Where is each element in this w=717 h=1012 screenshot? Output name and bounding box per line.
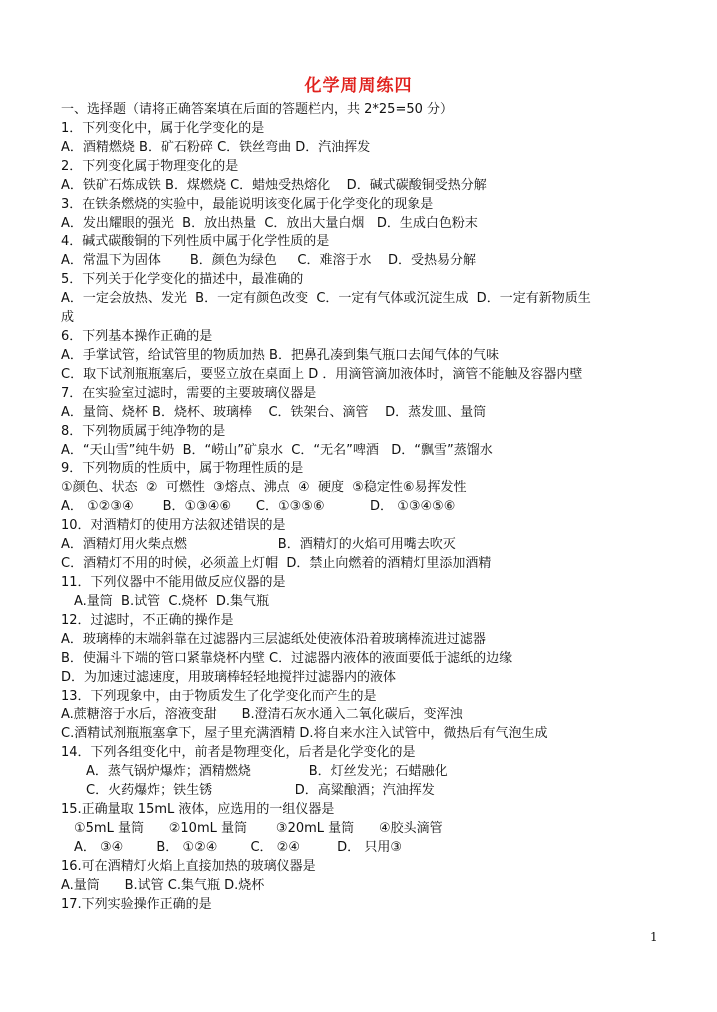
text-line: C．酒精灯不用的时候，必须盖上灯帽 D．禁止向燃着的酒精灯里添加酒精 bbox=[61, 556, 492, 572]
text-line: C．火药爆炸；铁生锈 D．高粱酿酒；汽油挥发 bbox=[86, 783, 435, 799]
text-line: A． ③④ B． ①②④ C． ②④ D． 只用③ bbox=[74, 839, 402, 855]
text-line: 2．下列变化属于物理变化的是 bbox=[61, 158, 239, 174]
text-line: 9．下列物质的性质中，属于物理性质的是 bbox=[61, 461, 304, 477]
text-line: 3．在铁条燃烧的实验中，最能说明该变化属于化学变化的现象是 bbox=[61, 196, 434, 212]
text-line: ①颜色、状态 ② 可燃性 ③熔点、沸点 ④ 硬度 ⑤稳定性⑥易挥发性 bbox=[61, 480, 467, 496]
text-line: 4．碱式碳酸铜的下列性质中属于化学性质的是 bbox=[61, 234, 330, 250]
text-line: 14．下列各组变化中，前者是物理变化，后者是化学变化的是 bbox=[61, 745, 416, 761]
text-line: ①5mL 量筒 ②10mL 量筒 ③20mL 量筒 ④胶头滴管 bbox=[74, 820, 443, 836]
text-line: A．铁矿石炼成铁 B．煤燃烧 C．蜡烛受热熔化 D．碱式碳酸铜受热分解 bbox=[61, 177, 487, 193]
text-line: C.酒精试剂瓶瓶塞拿下，屋子里充满酒精 D.将自来水注入试管中，微热后有气泡生成 bbox=[61, 726, 548, 742]
text-line: 15.正确量取 15mL 液体，应选用的一组仪器是 bbox=[61, 802, 335, 818]
text-line: A．手掌试管，给试管里的物质加热 B．把鼻孔凑到集气瓶口去闻气体的气味 bbox=[61, 347, 499, 363]
text-line: 8．下列物质属于纯净物的是 bbox=[61, 423, 226, 439]
text-line: A.量筒 B.试管 C.集气瓶 D.烧杯 bbox=[61, 877, 265, 893]
text-line: 16.可在酒精灯火焰上直接加热的玻璃仪器是 bbox=[61, 858, 316, 874]
text-line: 13．下列现象中，由于物质发生了化学变化而产生的是 bbox=[61, 688, 377, 704]
text-line: A．玻璃棒的末端斜靠在过滤器内三层滤纸处使液体沿着玻璃棒流进过滤器 bbox=[61, 631, 486, 647]
text-line: A．发出耀眼的强光 B．放出热量 C．放出大量白烟 D．生成白色粉末 bbox=[61, 215, 478, 231]
text-line: 6．下列基本操作正确的是 bbox=[61, 329, 213, 345]
text-line: D．为加速过滤速度，用玻璃棒轻轻地搅拌过滤器内的液体 bbox=[61, 669, 397, 685]
text-line: 12．过滤时，不正确的操作是 bbox=[61, 612, 234, 628]
text-line: A．一定会放热、发光 B．一定有颜色改变 C．一定有气体或沉淀生成 D．一定有新物质生 bbox=[61, 291, 591, 307]
text-line: A.蔗糖溶于水后，溶液变甜 B.澄清石灰水通入二氧化碳后，变浑浊 bbox=[61, 707, 463, 723]
text-line: 5．下列关于化学变化的描述中，最准确的 bbox=[61, 272, 304, 288]
text-line: A.量筒 B.试管 C.烧杯 D.集气瓶 bbox=[74, 593, 269, 609]
text-line: 1．下列变化中，属于化学变化的是 bbox=[61, 120, 265, 136]
text-line: A．酒精灯用火柴点燃 B．酒精灯的火焰可用嘴去吹灭 bbox=[61, 537, 456, 553]
text-line: 17.下列实验操作正确的是 bbox=[61, 896, 212, 912]
text-line: 7．在实验室过滤时，需要的主要玻璃仪器是 bbox=[61, 385, 317, 401]
text-line: A．常温下为固体 B．颜色为绿色 C．难溶于水 D．受热易分解 bbox=[61, 253, 477, 269]
text-line: A． ①②③④ B．①③④⑥ C．①③⑤⑥ D． ①③④⑤⑥ bbox=[61, 499, 456, 515]
text-line: 成 bbox=[61, 310, 75, 326]
text-line: A．“天山雪”纯牛奶 B．“崂山”矿泉水 C．“无名”啤酒 D．“飘雪”蒸馏水 bbox=[61, 442, 493, 458]
text-line: 11．下列仪器中不能用做反应仪器的是 bbox=[61, 575, 286, 590]
text-line: A．酒精燃烧 B．矿石粉碎 C．铁丝弯曲 D．汽油挥发 bbox=[61, 139, 371, 155]
text-line: 10．对酒精灯的使用方法叙述错误的是 bbox=[61, 518, 286, 534]
text-line: A．蒸气锅炉爆炸；酒精燃烧 B．灯丝发光；石蜡融化 bbox=[86, 764, 448, 780]
page-number: 1 bbox=[650, 930, 658, 944]
text-line: B．使漏斗下端的管口紧靠烧杯内壁 C．过滤器内液体的液面要低于滤纸的边缘 bbox=[61, 650, 513, 666]
text-line: A．量筒、烧杯 B．烧杯、玻璃棒 C．铁架台、滴管 D．蒸发皿、量筒 bbox=[61, 404, 487, 420]
page-title: 化学周周练四 bbox=[304, 76, 413, 96]
text-line: 一、选择题（请将正确答案填在后面的答题栏内，共 2*25=50 分） bbox=[61, 102, 454, 117]
text-line: C．取下试剂瓶瓶塞后，要竖立放在桌面上 D ．用滴管滴加液体时，滴管不能触及容器内壁 bbox=[61, 366, 583, 382]
